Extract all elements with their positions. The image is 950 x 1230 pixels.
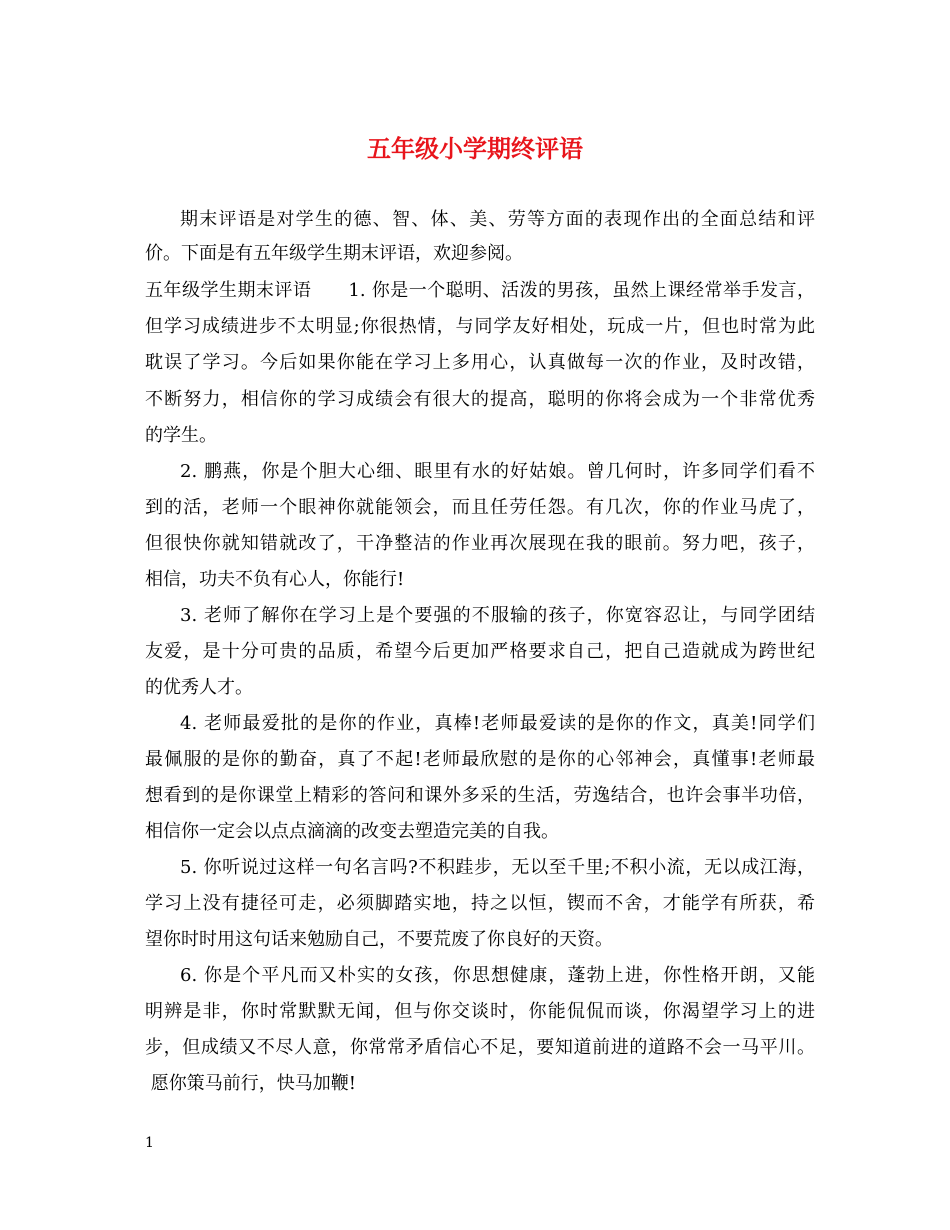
body-line: 不断努力，相信你的学习成绩会有很大的提高，聪明的你将会成为一个非常优秀 <box>145 389 815 410</box>
body-line: 愿你策马前行，快马加鞭! <box>145 1073 356 1094</box>
body-line: 期末评语是对学生的德、智、体、美、劳等方面的表现作出的全面总结和评 <box>180 209 815 230</box>
body-line: 5. 你听说过这样一句名言吗?不积跬步，无以至千里;不积小流，无以成江海， <box>180 857 815 878</box>
body-line: 相信，功夫不负有心人，你能行! <box>145 569 405 590</box>
body-line: 价。下面是有五年级学生期末评语，欢迎参阅。 <box>145 243 523 264</box>
body-line: 3. 老师了解你在学习上是个要强的不服输的孩子，你宽容忍让，与同学团结 <box>180 605 815 626</box>
body-line: 但学习成绩进步不太明显;你很热情，与同学友好相处，玩成一片，但也时常为此 <box>145 316 815 337</box>
body-line: 望你时时用这句话来勉励自己，不要荒废了你良好的天资。 <box>145 929 613 950</box>
body-line: 6. 你是个平凡而又朴实的女孩，你思想健康，蓬勃上进，你性格开朗，又能 <box>180 965 815 986</box>
body-line: 2. 鹏燕，你是个胆大心细、眼里有水的好姑娘。曾几何时，许多同学们看不 <box>180 461 815 482</box>
body-line: 的学生。 <box>145 425 217 446</box>
body-line: 耽误了学习。今后如果你能在学习上多用心，认真做每一次的作业，及时改错， <box>145 352 815 373</box>
body-line: 明辨是非，你时常默默无闻，但与你交谈时，你能侃侃而谈，你渴望学习上的进 <box>145 1001 815 1022</box>
page-title: 五年级小学期终评语 <box>367 134 583 163</box>
body-line: 想看到的是你课堂上精彩的答问和课外多采的生活，劳逸结合，也许会事半功倍， <box>145 785 815 806</box>
body-line: 的优秀人才。 <box>145 677 253 698</box>
body-line: 友爱，是十分可贵的品质，希望今后更加严格要求自己，把自己造就成为跨世纪 <box>145 641 815 662</box>
body-line: 学习上没有捷径可走，必须脚踏实地，持之以恒，锲而不舍，才能学有所获，希 <box>145 893 815 914</box>
body-line: 步，但成绩又不尽人意，你常常矛盾信心不足，要知道前进的道路不会一马平川。 <box>145 1037 815 1058</box>
body-line: 但很快你就知错就改了，干净整洁的作业再次展现在我的眼前。努力吧，孩子， <box>145 533 815 554</box>
page-number: 1 <box>145 1135 154 1151</box>
body-line: 4. 老师最爱批的是你的作业，真棒!老师最爱读的是你的作文，真美!同学们 <box>180 713 815 734</box>
body-line: 五年级学生期末评语 1. 你是一个聪明、活泼的男孩，虽然上课经常举手发言， <box>145 280 815 301</box>
body-line: 最佩服的是你的勤奋，真了不起!老师最欣慰的是你的心邻神会，真懂事!老师最 <box>145 749 815 770</box>
body-line: 相信你一定会以点点滴滴的改变去塑造完美的自我。 <box>145 821 559 842</box>
body-line: 到的活，老师一个眼神你就能领会，而且任劳任怨。有几次，你的作业马虎了， <box>145 497 815 518</box>
